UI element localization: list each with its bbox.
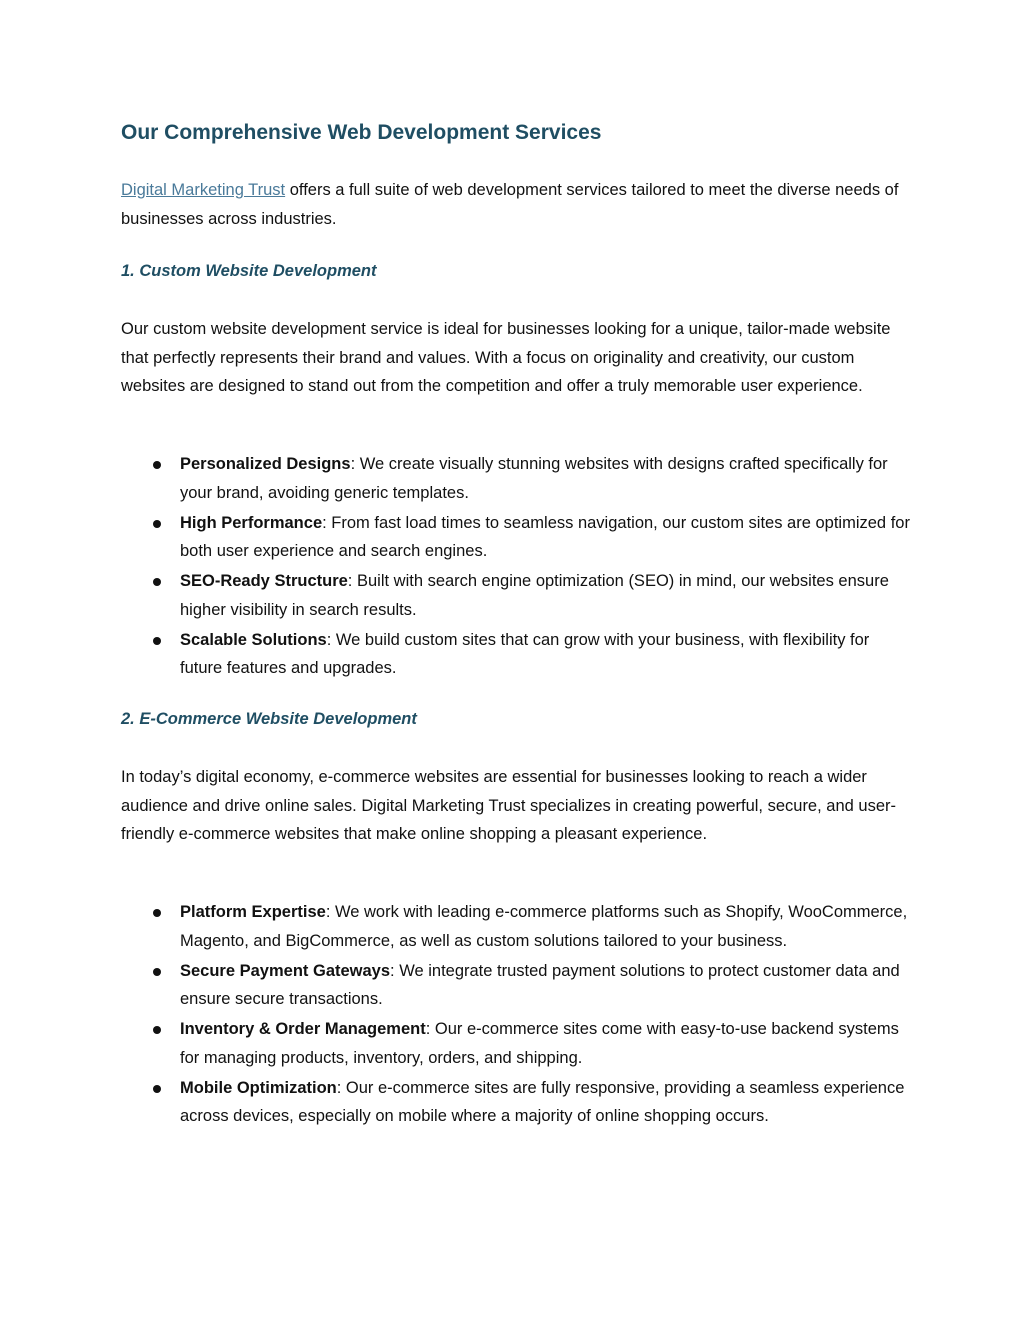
feature-term: Scalable Solutions	[180, 630, 327, 649]
feature-text: : We work with leading e-commerce platforms such as Shopify, WooCommerce, Magento, and BigCommerce, as well as custom solutions tailored to your business.	[180, 903, 908, 950]
bullet-icon	[153, 520, 161, 528]
list-item	[121, 626, 911, 683]
bullet-icon	[153, 461, 161, 469]
digital-marketing-trust-link[interactable]: Digital Marketing Trust	[121, 181, 286, 199]
section-heading-custom-website: 1. Custom Website Development	[121, 262, 377, 280]
feature-term: Platform Expertise	[180, 903, 326, 921]
ecommerce-feature-list	[121, 898, 911, 1132]
feature-term: Inventory & Order Management	[180, 1020, 426, 1038]
page-title: Our Comprehensive Web Development Services	[121, 121, 602, 144]
bullet-icon	[153, 578, 161, 586]
feature-text: : We create visually stunning websites with designs crafted specifically for your brand, avoiding generic templates.	[180, 455, 888, 502]
feature-text: : Built with search engine optimization (SEO) in mind, our websites ensure higher visibility in search results.	[180, 572, 889, 619]
intro-text: offers a full suite of web development services tailored to meet the diverse needs of businesses across industries.	[121, 181, 899, 228]
feature-text: : We integrate trusted payment solutions to protect customer data and ensure secure transactions.	[180, 961, 900, 1008]
custom-website-feature-list	[121, 450, 911, 684]
feature-term: High Performance	[180, 513, 323, 532]
bullet-icon	[153, 1026, 161, 1034]
list-item	[121, 898, 911, 955]
feature-term: Personalized Designs	[180, 455, 351, 473]
feature-term: Secure Payment Gateways	[180, 961, 391, 980]
feature-text: : Our e-commerce sites come with easy-to-use backend systems for managing products, inventory, orders, and shipping.	[180, 1020, 899, 1067]
section-heading-ecommerce-website: 2. E-Commerce Website Development	[121, 710, 417, 728]
intro-paragraph	[121, 176, 911, 233]
feature-term: Mobile Optimization	[180, 1078, 337, 1097]
bullet-icon	[153, 968, 161, 976]
list-item	[121, 1015, 911, 1072]
list-item	[121, 957, 911, 1014]
feature-text: : From fast load times to seamless navigation, our custom sites are optimized for both user experience and search engines.	[180, 513, 910, 560]
feature-text: : Our e-commerce sites are fully responsive, providing a seamless experience across devices, especially on mobile where a majority of online shopping occurs.	[180, 1078, 905, 1125]
bullet-icon	[153, 909, 161, 917]
list-item	[121, 567, 911, 624]
feature-term: SEO-Ready Structure	[180, 572, 348, 590]
feature-text: : We build custom sites that can grow with your business, with flexibility for future features and upgrades.	[180, 630, 870, 677]
list-item	[121, 1074, 911, 1131]
bullet-icon	[153, 1085, 161, 1093]
list-item	[121, 509, 911, 566]
section-paragraph-custom-website: Our custom website development service is ideal for businesses looking for a unique, tailor-made website that perfectly represents their brand and values. With a focus on originality and creativity, our custom websites are designed to stand out from the competition and offer a truly memorable user experience.	[121, 320, 891, 395]
section-paragraph-ecommerce-website: In today’s digital economy, e-commerce websites are essential for businesses looking to reach a wider audience and drive online sales. Digital Marketing Trust specializes in creating powerful, secure, and user-friendly e-commerce websites that make online shopping a pleasant experience.	[121, 768, 896, 843]
bullet-icon	[153, 637, 161, 645]
list-item	[121, 450, 911, 507]
